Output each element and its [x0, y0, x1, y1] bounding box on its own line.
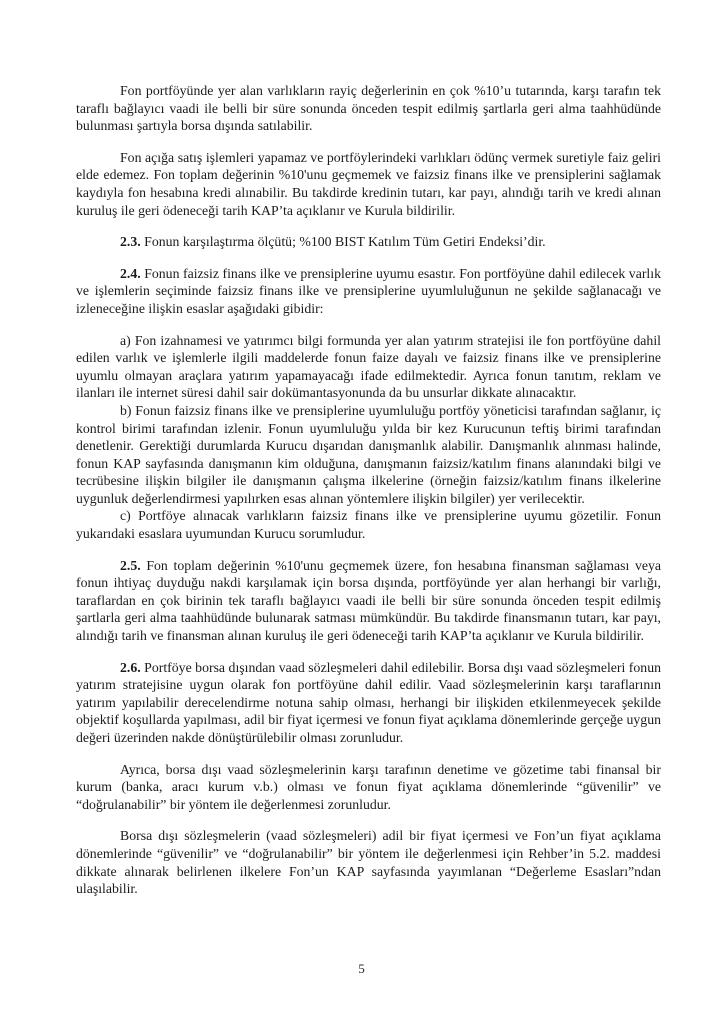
paragraph-text: Portföye borsa dışından vaad sözleşmeleri dahil edilebilir. Borsa dışı vaad sözleşmeleri fonun yatırım stratejisine uygun olarak fon portföyüne dahil edilir. Vaad sözleşmelerinin karşı taraflarının yatırım yapılabilir derecelendirme notuna sahip olması, herhangi bir ilişkiden etkilenmeyecek şekilde objektif koşullarda yapılması, adil bir fiyat içermesi ve fonun fiyat açıklama dönemlerinde gerçeğe uygun değeri üzerinden nakde dönüştürülebilir olması zorunludur. — [76, 659, 661, 745]
paragraph-text: b) Fonun faizsiz finans ilke ve prensiplerine uyumluluğu portföy yöneticisi tarafından sağlanır, iç kontrol birimi tarafından izlenir. Fonun uyumluluğu yılda bir kez Kurucunun teftiş birimi tarafından denetlenir. Gerektiği durumlarda Kurucu dışarıdan danışmanlık alabilir. Danışmanlık alınması halinde, fonun KAP sayfasında danışmanın kim olduğuna, danışmanın faizsiz/katılım finans alanındaki bilgi ve tecrübesine ilişkin bilgiler ile danışmanın çalışma ilkelerine (örneğin faizsiz/katılım finans ilkelerine uygunluk değerlendirmesi yapılırken esas alınan yöntemlere ilişkin bilgiler) yer verilecektir. — [76, 402, 661, 506]
paragraph-clause-2-5 — [76, 557, 661, 645]
paragraph-item-c — [76, 507, 661, 542]
paragraph-item-a — [76, 332, 661, 402]
document-body — [76, 82, 661, 912]
clause-number: 2.3. — [120, 234, 141, 250]
paragraph — [76, 82, 661, 135]
clause-number: 2.5. — [120, 557, 141, 573]
paragraph-text: a) Fon izahnamesi ve yatırımcı bilgi formunda yer alan yatırım stratejisi ile fon portföyüne dahil edilen varlık ve işlemlerle ilgili maddelerde fonun faize dayalı ve faizsiz finans ilke ve prensiplerine uyumlu olmayan araçlara yatırım yapamayacağı ifade edilmektedir. Ayrıca fonun tanıtım, reklam ve ilanları ile internet süresi dahil sair dokümantasyonunda da bu unsurlar dikkate alınacaktır. — [76, 332, 661, 401]
paragraph — [76, 149, 661, 219]
paragraph-text: Ayrıca, borsa dışı vaad sözleşmelerinin karşı tarafının denetime ve gözetime tabi finansal bir kurum (banka, aracı kurum v.b.) olması ve fonun fiyat açıklama dönemlerinde “güvenilir” ve “doğrulanabilir” bir yöntem ile değerlenmesi zorunludur. — [76, 761, 661, 812]
paragraph-text: Fonun faizsiz finans ilke ve prensiplerine uyumu esastır. Fon portföyüne dahil edilecek varlık ve işlemlerin seçiminde faizsiz finans ilke ve prensiplerine uyumluluğunun ne şekilde sağlanacağı ve izleneceğine ilişkin esaslar aşağıdaki gibidir: — [76, 265, 661, 316]
clause-number: 2.4. — [120, 265, 141, 281]
paragraph-clause-2-3 — [76, 233, 661, 251]
paragraph — [76, 827, 661, 897]
paragraph-text: c) Portföye alınacak varlıkların faizsiz finans ilke ve prensiplerine uyumu gözetilir. Fonun yukarıdaki esaslara uyumundan Kurucu sorumludur. — [76, 508, 661, 542]
paragraph — [76, 761, 661, 814]
paragraph-item-b — [76, 402, 661, 508]
paragraph-text: Borsa dışı sözleşmelerin (vaad sözleşmeleri) adil bir fiyat içermesi ve Fon’un fiyat açıklama dönemlerinde “güvenilir” ve “doğrulanabilir” bir yöntem ile değerlenmesi için Rehber’in 5.2. maddesi dikkate alınarak belirlenen ilkelere Fon’un KAP sayfasında yayımlanan “Değerleme Esasları”ndan ulaşılabilir. — [76, 828, 661, 897]
page-number: 5 — [358, 961, 365, 976]
paragraph-text: Fon açığa satış işlemleri yapamaz ve portföylerindeki varlıkları ödünç vermek suretiyle faiz geliri elde edemez. Fon toplam değerinin %10'unu geçmemek ve faizsiz finans ilke ve prensiplerini sağlamak kaydıyla fon hesabına kredi alınabilir. Bu takdirde kredinin tutarı, kar payı, alındığı tarih ve kredi alınan kuruluş ile geri ödeneceği tarih KAP’ta açıklanır ve Kurula bildirilir. — [76, 149, 661, 218]
paragraph-clause-2-6 — [76, 659, 661, 747]
paragraph-text: Fon portföyünde yer alan varlıkların rayiç değerlerinin en çok %10’u tutarında, karşı tarafın tek taraflı bağlayıcı vaadi ile belli bir süre sonunda önceden tespit edilmiş şartlarla geri alma taahhüdünde bulunması şartıyla borsa dışında satılabilir. — [76, 83, 661, 134]
paragraph-clause-2-4 — [76, 265, 661, 318]
clause-number: 2.6. — [120, 659, 141, 675]
paragraph-text: Fon toplam değerinin %10'unu geçmemek üzere, fon hesabına finansman sağlaması veya fonun ihtiyaç duyduğu nakdi karşılamak için borsa dışında, portföyünde yer alan herhangi bir varlığı, taraflardan en çok birinin tek taraflı bağlayıcı vaadi ile belli bir süre sonunda önceden tespit edilmiş şartlarla geri alma taahhüdünde bulunarak satması mümkündür. Bu takdirde finansmanın tutarı, kar payı, alındığı tarih ve finansman alınan kuruluş ile geri ödeneceği tarih KAP’ta açıklanır ve Kurula bildirilir. — [76, 557, 661, 644]
paragraph-text: Fonun karşılaştırma ölçütü; %100 BIST Katılım Tüm Getiri Endeksi’dir. — [140, 234, 546, 250]
